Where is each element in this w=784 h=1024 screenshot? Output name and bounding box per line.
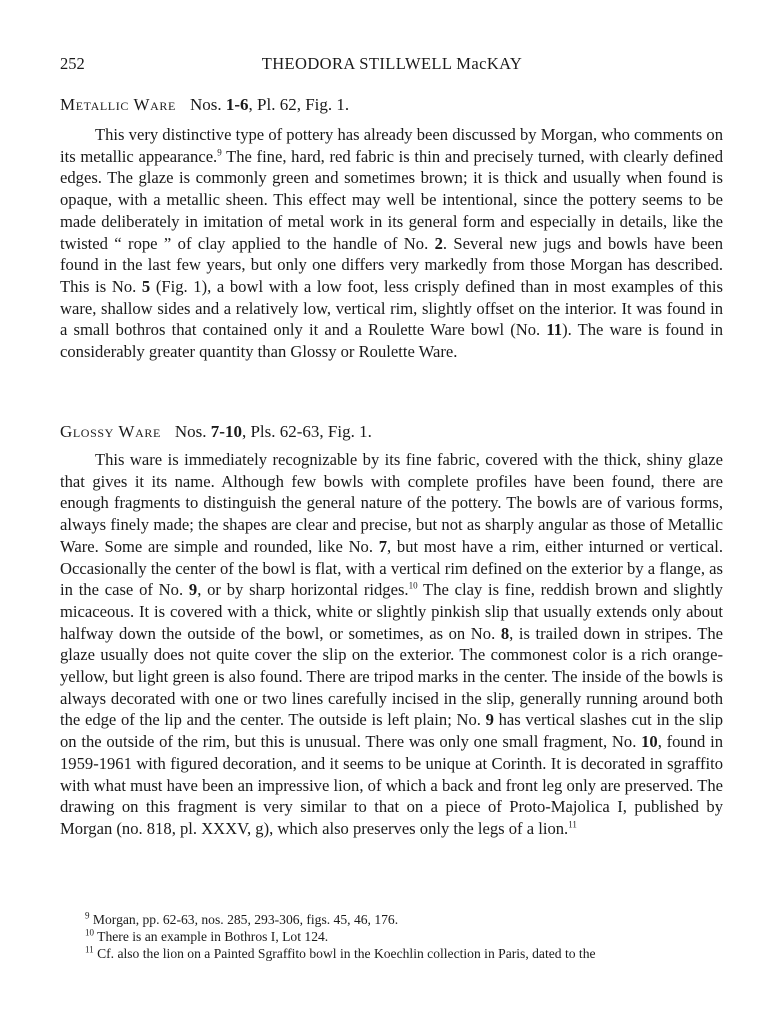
section-heading-ref-numbers: 7-10 (210, 422, 242, 441)
catalogue-number: 10 (641, 732, 658, 752)
running-title: THEODORA STILLWELL MacKAY (261, 54, 523, 73)
text-run: . Several new jugs and bowls have been found in the last few years, but only one differs very markedly from those Morgan has described. This is No. (60, 233, 723, 296)
section-heading-label: Glossy Ware (60, 422, 161, 441)
section-heading-ref-prefix: Nos. (189, 95, 226, 114)
text-run: has vertical slashes cut in the slip on the outside of the rim, but this is unusual. There was only one small fragment, No. (60, 710, 723, 752)
text-run: , found in 1959-1961 with figured decoration, and it seems to be unique at Corinth. It is decorated in sgraffito with what must have been an impressive lion, of which a back and front leg only are preserved. The drawing on this fragment is very similar to that on a piece of Proto-Majolica I, published by Morgan (no. 818, pl. XXXV, g), which also preserves only the legs of a lion. (60, 732, 723, 838)
section-heading-ref-numbers: 1-6 (225, 95, 249, 114)
catalogue-number: 2 (434, 233, 443, 253)
footnote-text: Cf. also the lion on a Painted Sgraffito bowl in the Koechlin collection in Paris, dated to the (93, 946, 596, 961)
catalogue-number: 5 (141, 276, 151, 296)
footnote-ref: 9 (217, 147, 222, 158)
footnote-number: 9 (85, 910, 90, 921)
text-run: , is trailed down in stripes. The glaze usually does not quite cover the slip on the exterior. The commonest color is a rich orange-yellow, but light green is also found. There are tripod marks in the center. The inside of the bowls is always decorated with one or two lines carefully incised in the slip, generally running around both the edge of the lip and the center. The outside is left plain; No. (60, 623, 723, 730)
glossy-ware-paragraph (60, 449, 723, 840)
catalogue-number: 11 (546, 320, 563, 340)
catalogue-number: 9 (485, 710, 494, 730)
footnote-number: 11 (85, 944, 94, 955)
section-heading-ref-suffix: , Pl. 62, Fig. 1. (248, 95, 350, 114)
footnote-9 (60, 912, 723, 929)
footnote-text: Morgan, pp. 62-63, nos. 285, 293-306, figs. 45, 46, 176. (89, 912, 399, 927)
running-head (60, 54, 724, 76)
text-run: , or by sharp horizontal ridges. (197, 580, 409, 600)
section-heading-label: Metallic Ware (60, 95, 176, 114)
footnote-ref: 10 (408, 580, 418, 591)
catalogue-number: 7 (378, 536, 388, 556)
metallic-ware-paragraph (60, 124, 723, 363)
footnote-10 (60, 929, 723, 946)
text-run: This ware is immediately recognizable by its fine fabric, covered with the thick, shiny glaze that gives it its name. Although few bowls with complete profiles have been found, there are enough fragments to distinguish the general nature of the pottery. The bowls are of various forms, always finely made; the shapes are clear and precise, but not as sharply angular as those of Metallic Ware. Some are simple and rounded, like No. (60, 450, 723, 556)
text-run: This very distinctive type of pottery has already been discussed by Morgan, who comments on its metallic appearance. (60, 125, 723, 166)
text-run: (Fig. 1), a bowl with a low foot, less crisply defined than in most examples of this ware, shallow sides and a relatively low, vertical rim, slightly offset on the interior. It was found in a small bothros that contained only it and a Roulette Ware bowl (No. (60, 276, 723, 340)
footnote-11 (60, 946, 723, 963)
text-run: The clay is fine, reddish brown and slightly micaceous. It is covered with a thick, white or slightly pinkish slip that usually extends only about halfway down the outside of the bowl, or sometimes, as on No. (60, 580, 723, 643)
text-run: ). The ware is found in considerably greater quantity than Glossy or Roulette Ware. (60, 320, 724, 362)
catalogue-number: 9 (188, 580, 198, 600)
footnote-text: There is an example in Bothros I, Lot 124. (94, 929, 329, 944)
section-heading-ref-prefix: Nos. (174, 422, 211, 441)
section-heading-glossy-ware (60, 422, 372, 442)
text-run: , but most have a rim, either inturned or vertical. Occasionally the center of the bowl is flat, with a vertical rim defined on the exterior by a flange, as in the case of No. (60, 536, 723, 600)
section-heading-metallic-ware (60, 95, 349, 115)
section-heading-ref-suffix: , Pls. 62-63, Fig. 1. (241, 422, 372, 441)
text-run: The fine, hard, red fabric is thin and precisely turned, with clearly defined edges. The glaze is commonly green and sometimes brown; it is thick and usually when found is opaque, with a metallic sheen. This effect may well be intentional, since the pottery seems to be made deliberately in imitation of metal work in its general form and especially in details, like the twisted “ rope ” of clay applied to the handle of No. (60, 146, 723, 253)
page-number: 252 (60, 54, 85, 73)
catalogue-number: 8 (500, 623, 510, 643)
footnote-number: 10 (85, 927, 94, 938)
footnote-ref: 11 (568, 819, 577, 830)
